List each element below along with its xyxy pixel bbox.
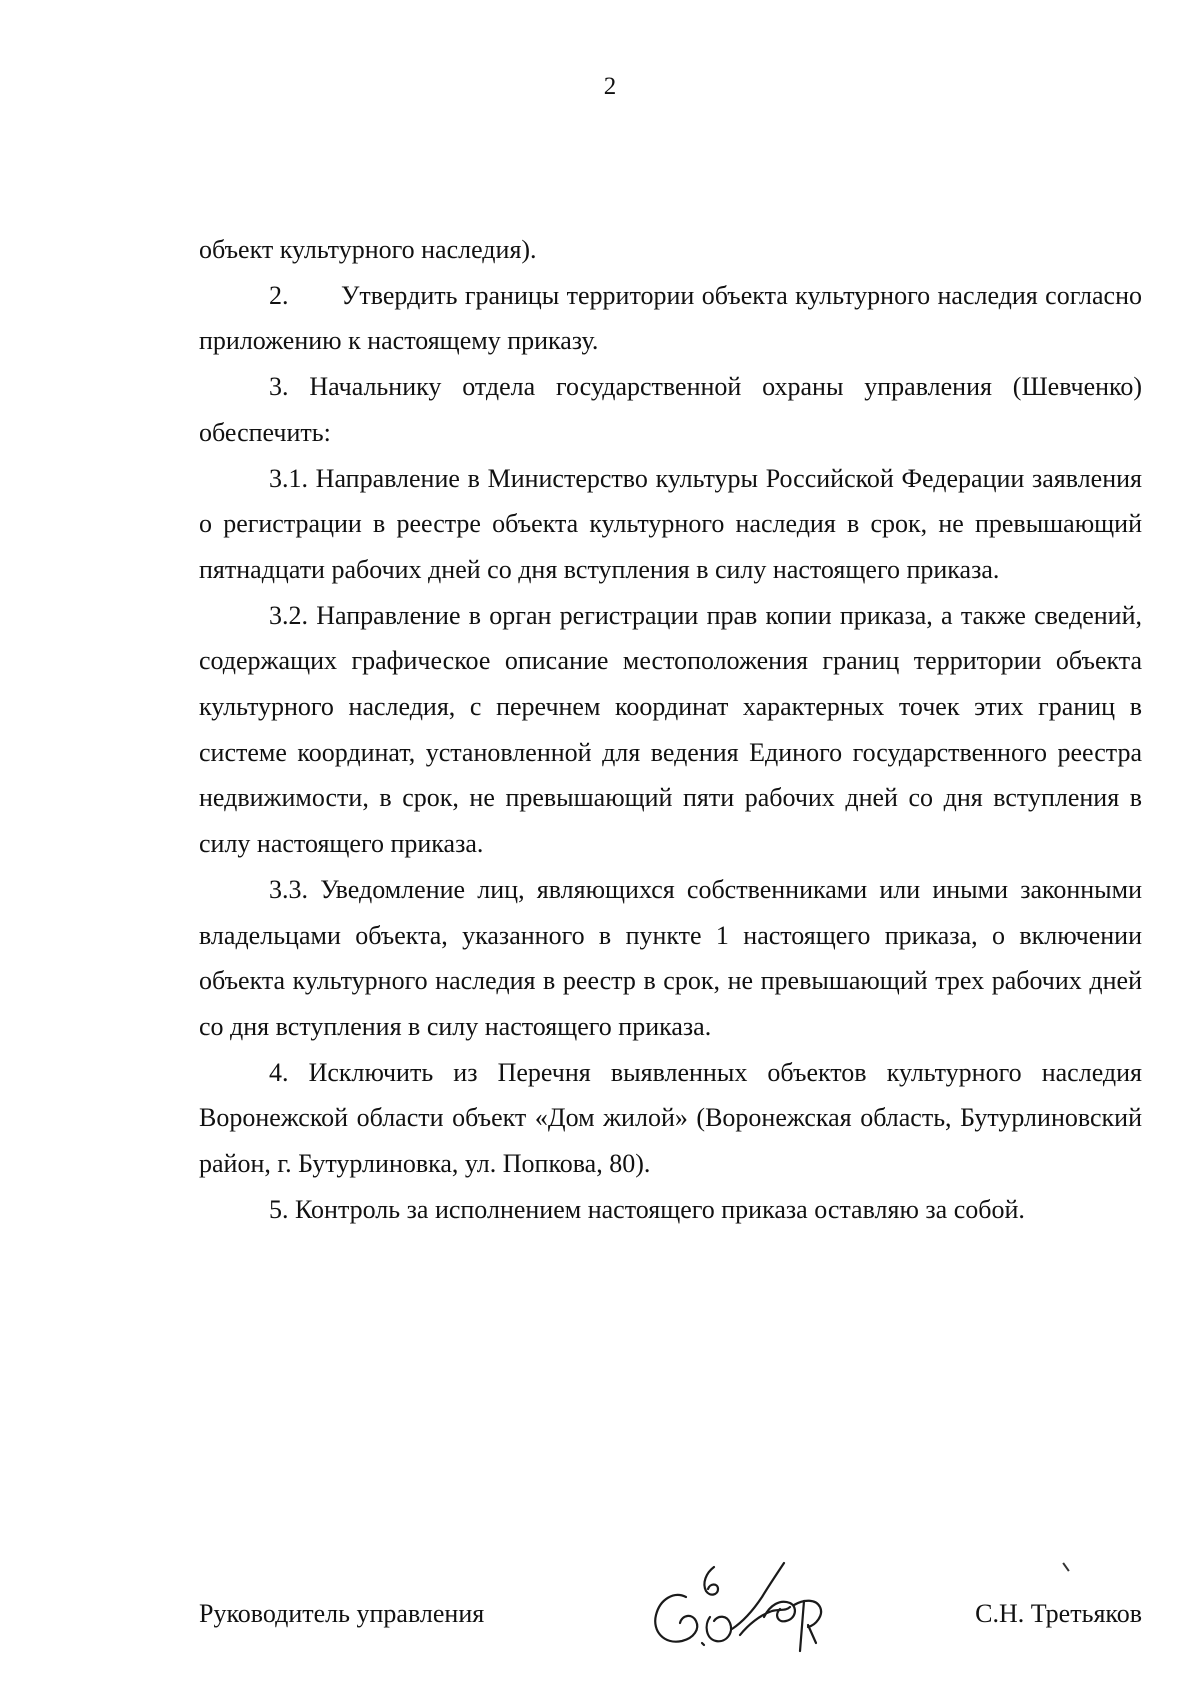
paragraph-2 [199,273,1142,364]
page-number: 2 [603,73,617,100]
paragraph-4: 4. Исключить из Перечня выявленных объектов культурного наследия Воронежской области объект «Дом жилой» (Воронежская область, Бутурлиновский район, г. Бутурлиновка, ул. Попкова, 80). [199,1057,1142,1179]
signature-block [199,1575,1142,1665]
handwritten-signature-icon [644,1559,839,1659]
paragraph-3-3: 3.3. Уведомление лиц, являющихся собственниками или иными законными владельцами объекта, указанного в пункте 1 настоящего приказа, о включении объекта культурного наследия в реестр в срок, не превышающий трех рабочих дней со дня вступления в силу настоящего приказа. [199,874,1142,1041]
signatory-name: С.Н. Третьяков [975,1599,1142,1628]
paragraph-5: 5. Контроль за исполнением настоящего приказа оставляю за собой. [269,1194,1025,1224]
paragraph-3-2: 3.2. Направление в орган регистрации прав копии приказа, а также сведений, содержащих графическое описание местоположения границ территории объекта культурного наследия, с перечнем координат характерных точек этих границ в системе координат, установленной для ведения Единого государственного реестра недвижимости, в срок, не превышающий пяти рабочих дней со дня вступления в силу настоящего приказа. [199,600,1142,859]
paragraph-continuation: объект культурного наследия). [199,235,537,264]
document-body [199,227,1142,1232]
paragraph-3-1: 3.1. Направление в Министерство культуры Российской Федерации заявления о регистрации в реестре объекта культурного наследия в срок, не превышающий пятнадцати рабочих дней со дня вступления в силу настоящего приказа. [199,463,1142,584]
signatory-position: Руководитель управления [199,1599,485,1628]
paragraph-2-text: Утвердить границы территории объекта культурного наследия согласно приложению к настоящему приказу. [199,280,1142,356]
paragraph-2-number: 2. [269,280,289,310]
paragraph-3: 3. Начальнику отдела государственной охраны управления (Шевченко) обеспечить: [199,372,1142,447]
pen-mark [1062,1562,1069,1571]
